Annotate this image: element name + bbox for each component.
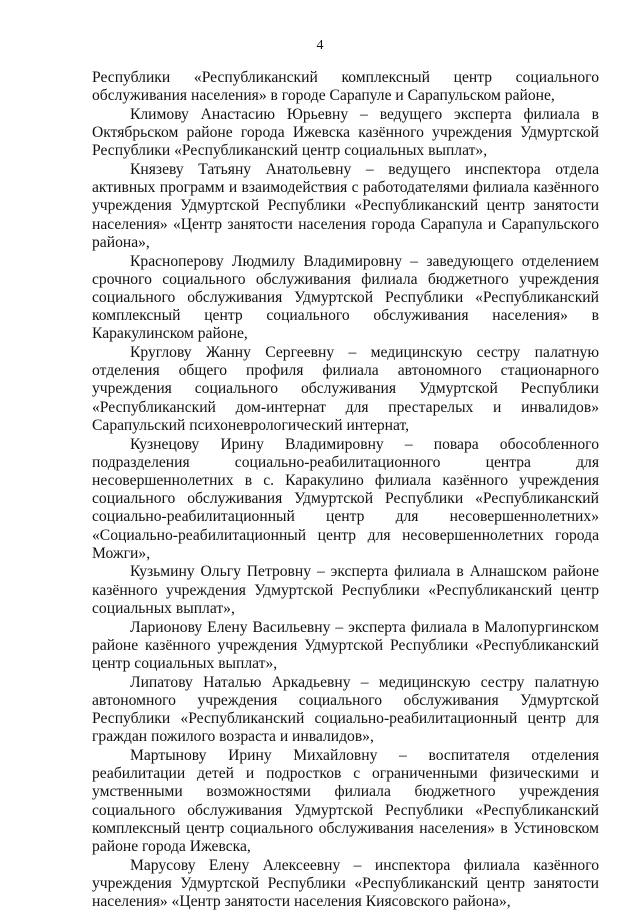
paragraph-larionova: Ларионову Елену Васильевну – эксперта филиала в Малопургинском районе казённого учреждения Удмуртской Республики «Республиканский центр социальных выплат»,	[92, 618, 599, 672]
paragraph-klimova: Климову Анастасию Юрьевну – ведущего эксперта филиала в Октябрьском районе города Ижевска казённого учреждения Удмуртской Республики «Республиканский центр социальных выплат»,	[92, 105, 599, 160]
paragraph-martynova: Мартынову Ирину Михайловну – воспитателя отделения реабилитации детей и подростков с ограниченными физическими и умственными возможностями филиала бюджетного учреждения социального обслуживания Удмуртской Республики «Республиканский комплексный центр социального обслуживания населения» в Устиновском районе города Ижевска,	[92, 747, 599, 856]
paragraph-continuation: Республики «Республиканский комплексный центр социального обслуживания населения» в городе Сарапуле и Сарапульском районе,	[92, 69, 599, 105]
paragraph-krasnoperova: Красноперову Людмилу Владимировну – заведующего отделением срочного социального обслуживания филиала бюджетного учреждения социального обслуживания Удмуртской Республики «Республиканский комплексный центр социального обслуживания населения» в Каракулинском районе,	[92, 252, 599, 343]
paragraph-kuznetsova: Кузнецову Ирину Владимировну – повара обособленного подразделения социально-реабилитационного центра для несовершеннолетних в с. Каракулино филиала казённого учреждения социального обслуживания Удмуртской Республики «Республиканский социально-реабилитационный центр для несовершеннолетних» «Социально-реабилитационный центр для несовершеннолетних города Можги»,	[92, 435, 599, 562]
paragraph-knyazeva: Князеву Татьяну Анатольевну – ведущего инспектора отдела активных программ и взаимодействия с работодателями филиала казённого учреждения Удмуртской Республики «Республиканский центр занятости населения» «Центр занятости населения города Сарапула и Сарапульского района»,	[92, 161, 599, 251]
paragraph-kruglova: Круглову Жанну Сергеевну – медицинскую сестру палатную отделения общего профиля филиала автономного стационарного учреждения социального обслуживания Удмуртской Республики «Республиканский дом-интернат для престарелых и инвалидов» Сарапульский психоневрологический интернат,	[92, 344, 599, 434]
document-body	[92, 69, 599, 911]
page-number: 4	[316, 38, 324, 53]
paragraph-lipatova: Липатову Наталью Аркадьевну – медицинскую сестру палатную автономного учреждения социального обслуживания Удмуртской Республики «Республиканский социально-реабилитационный центр для граждан пожилого возраста и инвалидов»,	[92, 673, 599, 746]
paragraph-marusova: Марусову Елену Алексеевну – инспектора филиала казённого учреждения Удмуртской Республики «Республиканский центр занятости населения» «Центр занятости населения Киясовского района»,	[92, 856, 599, 911]
paragraph-kuzmina: Кузьмину Ольгу Петровну – эксперта филиала в Алнашском районе казённого учреждения Удмуртской Республики «Республиканский центр социальных выплат»,	[92, 563, 599, 617]
